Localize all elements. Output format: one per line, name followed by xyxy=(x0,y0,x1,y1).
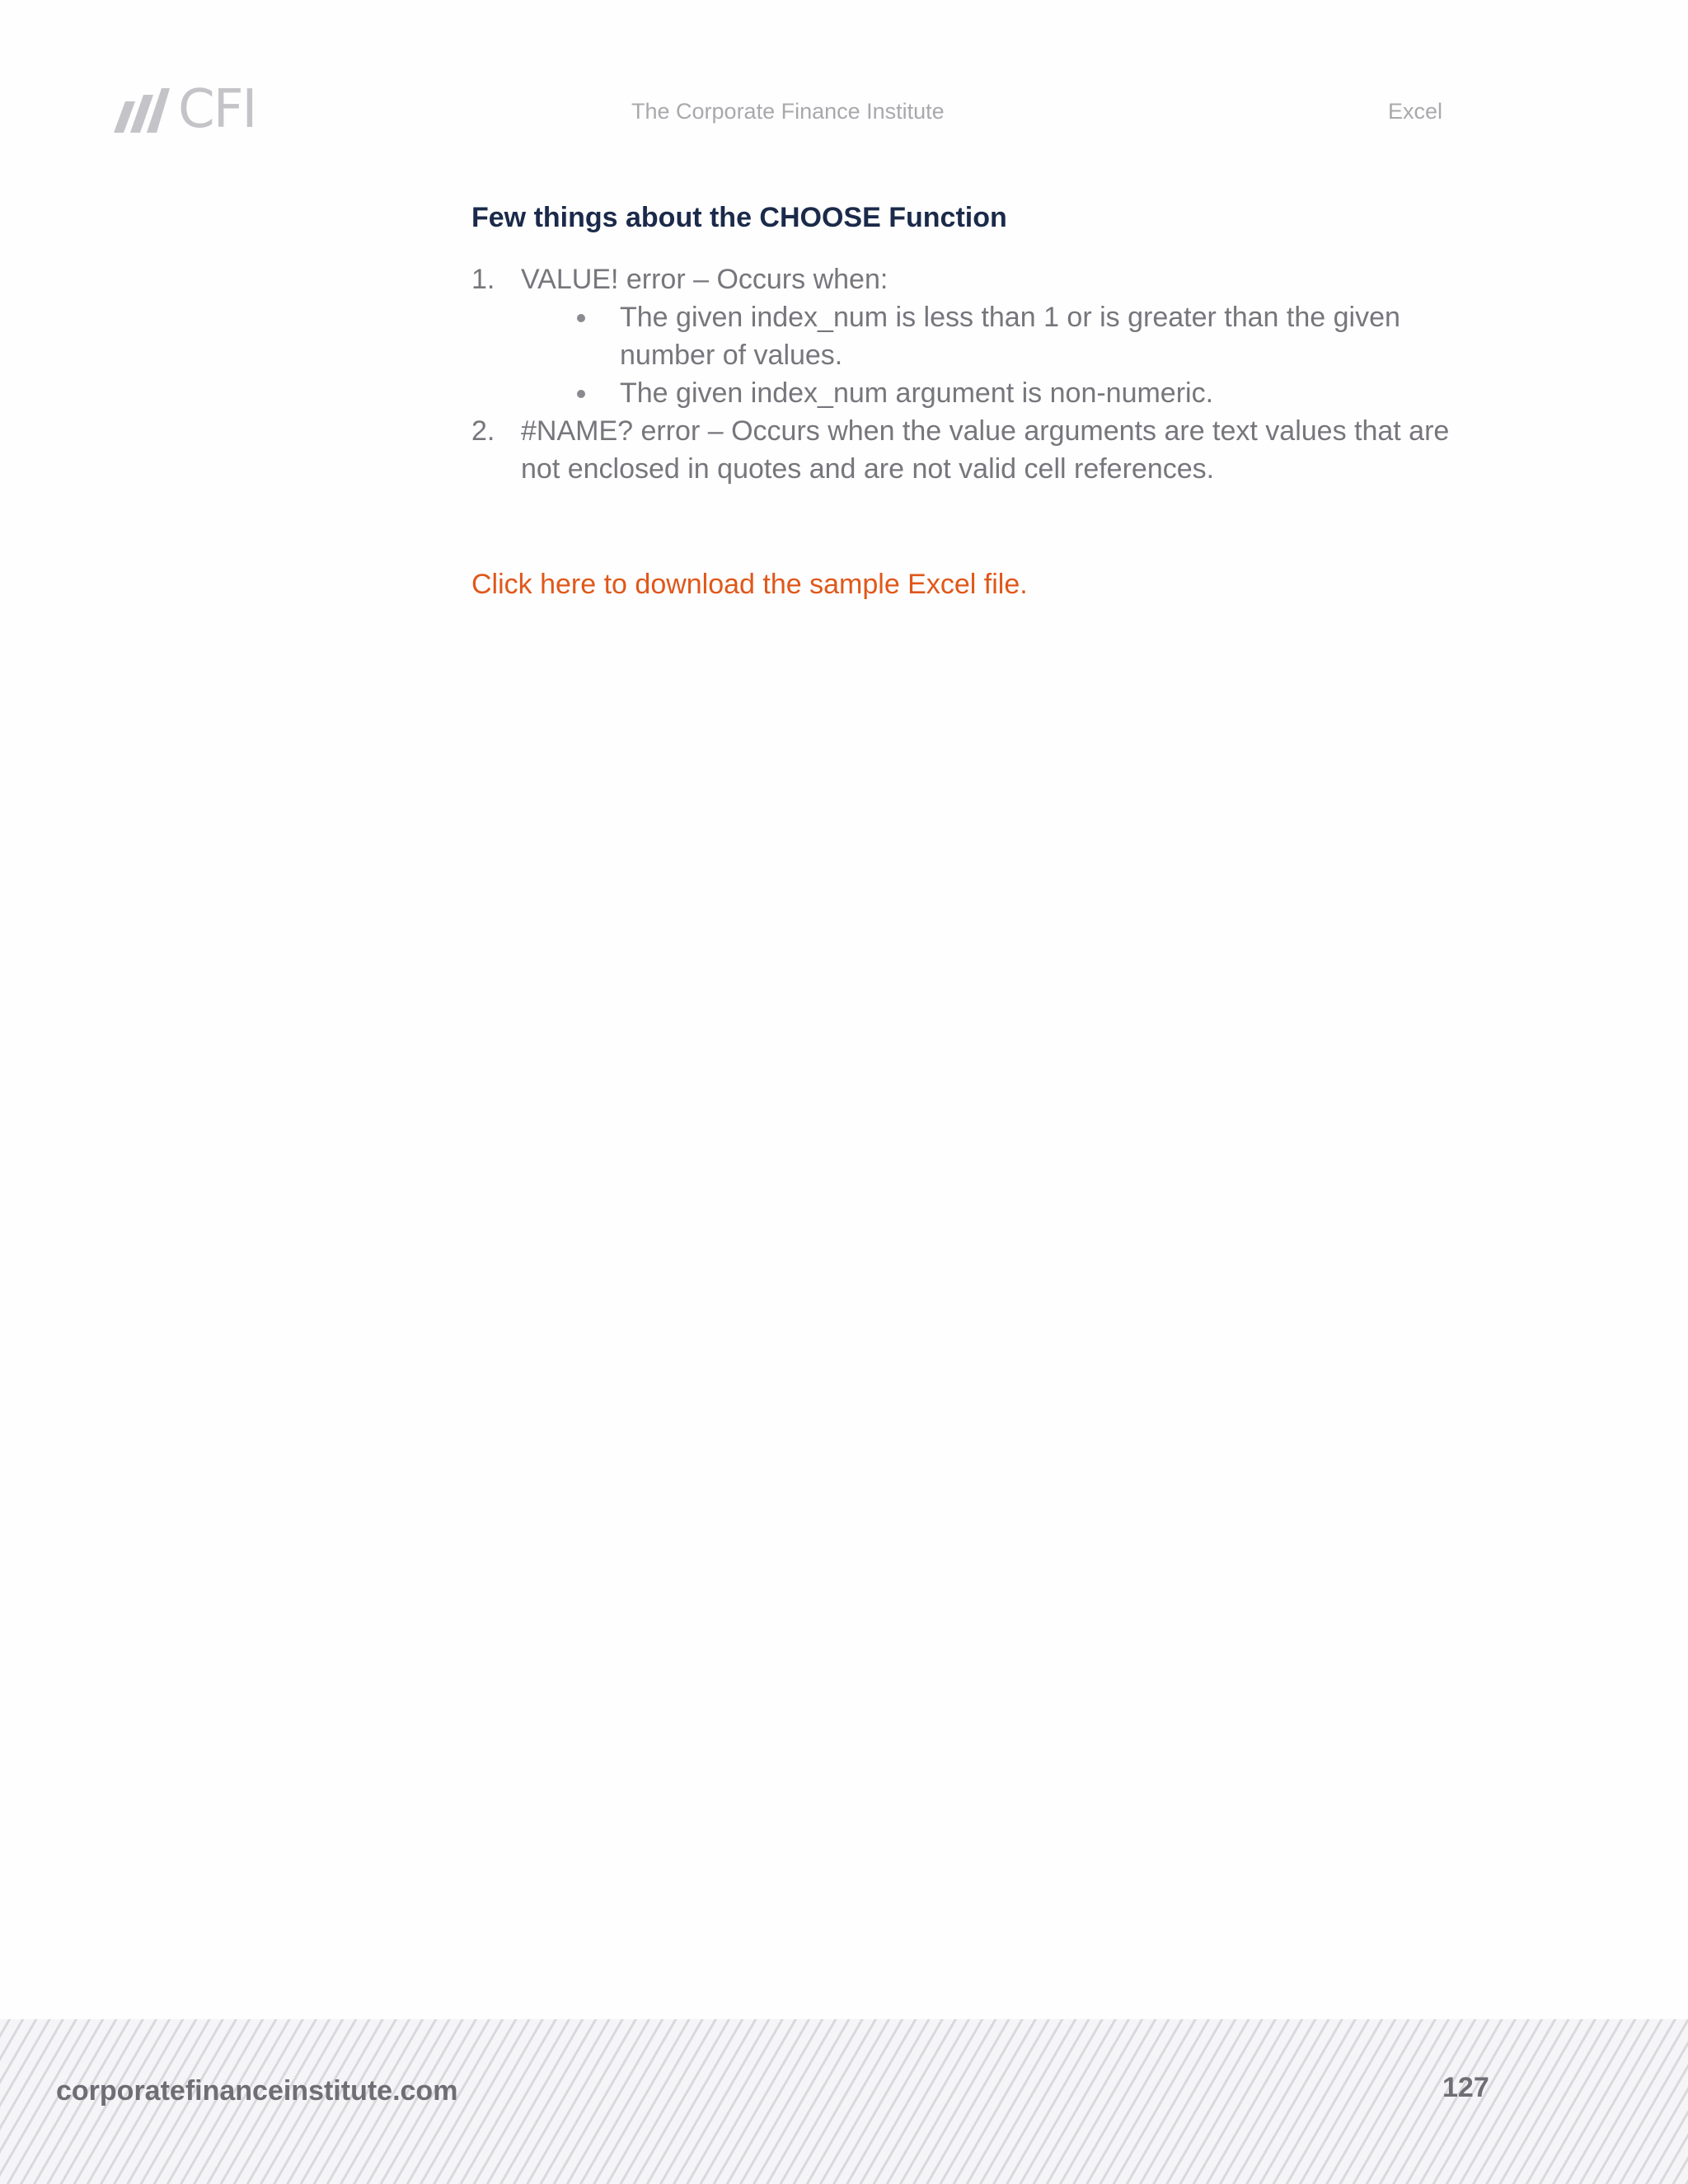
download-sample-link[interactable]: Click here to download the sample Excel file. xyxy=(471,569,1028,600)
error-list xyxy=(471,260,1485,488)
sub-bullet-list xyxy=(570,298,1485,412)
header-category: Excel xyxy=(1388,99,1443,124)
list-item xyxy=(471,260,1485,298)
footer-website: corporatefinanceinstitute.com xyxy=(56,2075,458,2107)
list-item-number: 1. xyxy=(471,264,495,295)
cfi-logo xyxy=(112,81,260,138)
section-title: Few things about the CHOOSE Function xyxy=(471,202,1007,233)
bullet-icon xyxy=(570,298,620,374)
main-content xyxy=(471,198,1485,488)
list-item-number: 2. xyxy=(471,415,495,447)
list-item xyxy=(471,412,1485,488)
list-item-text: #NAME? error – Occurs when the value arguments are text values that are not enclosed in quotes and are not valid cell references. xyxy=(521,415,1450,485)
header-title: The Corporate Finance Institute xyxy=(631,99,945,124)
bullet-text: The given index_num is less than 1 or is greater than the given number of values. xyxy=(620,302,1400,371)
logo-text: CFI xyxy=(178,79,256,140)
page-number: 127 xyxy=(1442,2072,1489,2103)
logo-stripes-icon xyxy=(112,87,170,133)
bullet-item xyxy=(570,298,1485,374)
list-item-text: VALUE! error – Occurs when: xyxy=(521,264,889,295)
bullet-text: The given index_num argument is non-numeric. xyxy=(620,377,1214,409)
bullet-item xyxy=(570,374,1485,412)
bullet-icon xyxy=(570,374,620,412)
